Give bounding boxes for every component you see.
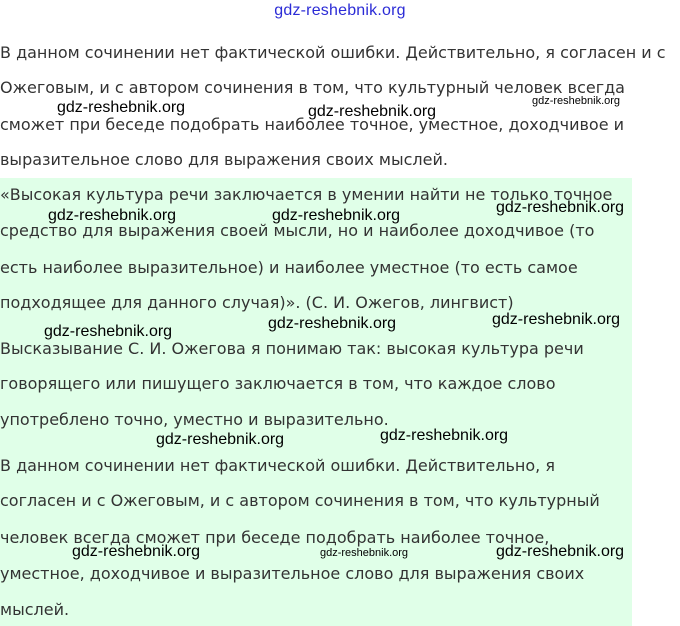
text-line: средство для выражения своей мысли, но и наиболее доходчивое (то bbox=[0, 221, 595, 240]
watermark: gdz-reshebnik.org bbox=[44, 323, 173, 340]
text-line: «Высокая культура речи заключается в умении найти не только точное bbox=[0, 185, 613, 204]
watermark: gdz-reshebnik.org bbox=[532, 95, 621, 107]
text-line: употреблено точно, уместно и выразительно. bbox=[0, 410, 389, 429]
text-line: Высказывание С. И. Ожегова я понимаю так: высокая культура речи bbox=[0, 339, 584, 358]
watermark: gdz-reshebnik.org bbox=[72, 543, 201, 560]
text-line: говорящего или пишущего заключается в том, что каждое слово bbox=[0, 374, 556, 393]
text-line: человек всегда сможет при беседе подобрать наиболее точное, bbox=[0, 528, 550, 547]
watermark: gdz-reshebnik.org bbox=[308, 103, 437, 120]
watermark: gdz-reshebnik.org bbox=[48, 207, 177, 224]
watermark: gdz-reshebnik.org bbox=[496, 543, 625, 560]
watermark: gdz-reshebnik.org bbox=[492, 311, 621, 328]
text-line: согласен и с Ожеговым, и с автором сочинения в том, что культурный bbox=[0, 491, 600, 510]
text-line: Ожеговым, и с автором сочинения в том, что культурный человек всегда bbox=[0, 78, 625, 97]
watermark: gdz-reshebnik.org bbox=[272, 207, 401, 224]
watermark: gdz-reshebnik.org bbox=[496, 199, 625, 216]
text-line: выразительное слово для выражения своих мыслей. bbox=[0, 150, 448, 169]
watermark: gdz-reshebnik.org bbox=[57, 99, 186, 116]
text-line: мыслей. bbox=[0, 600, 70, 619]
text-line: уместное, доходчивое и выразительное слово для выражения своих bbox=[0, 564, 585, 583]
text-line: есть наиболее выразительное) и наиболее уместное (то есть самое bbox=[0, 258, 578, 277]
site-header-link[interactable]: gdz-reshebnik.org bbox=[274, 2, 406, 19]
watermark: gdz-reshebnik.org bbox=[380, 427, 509, 444]
text-line: В данном сочинении нет фактической ошибки. Действительно, я согласен и с bbox=[0, 43, 666, 62]
text-line: сможет при беседе подобрать наиболее точное, уместное, доходчивое и bbox=[0, 115, 625, 134]
watermark: gdz-reshebnik.org bbox=[268, 315, 397, 332]
watermark: gdz-reshebnik.org bbox=[320, 547, 409, 559]
text-line: В данном сочинении нет фактической ошибки. Действительно, я bbox=[0, 456, 555, 475]
text-line: подходящее для данного случая)». (С. И. Ожегов, лингвист) bbox=[0, 293, 514, 312]
watermark: gdz-reshebnik.org bbox=[156, 431, 285, 448]
